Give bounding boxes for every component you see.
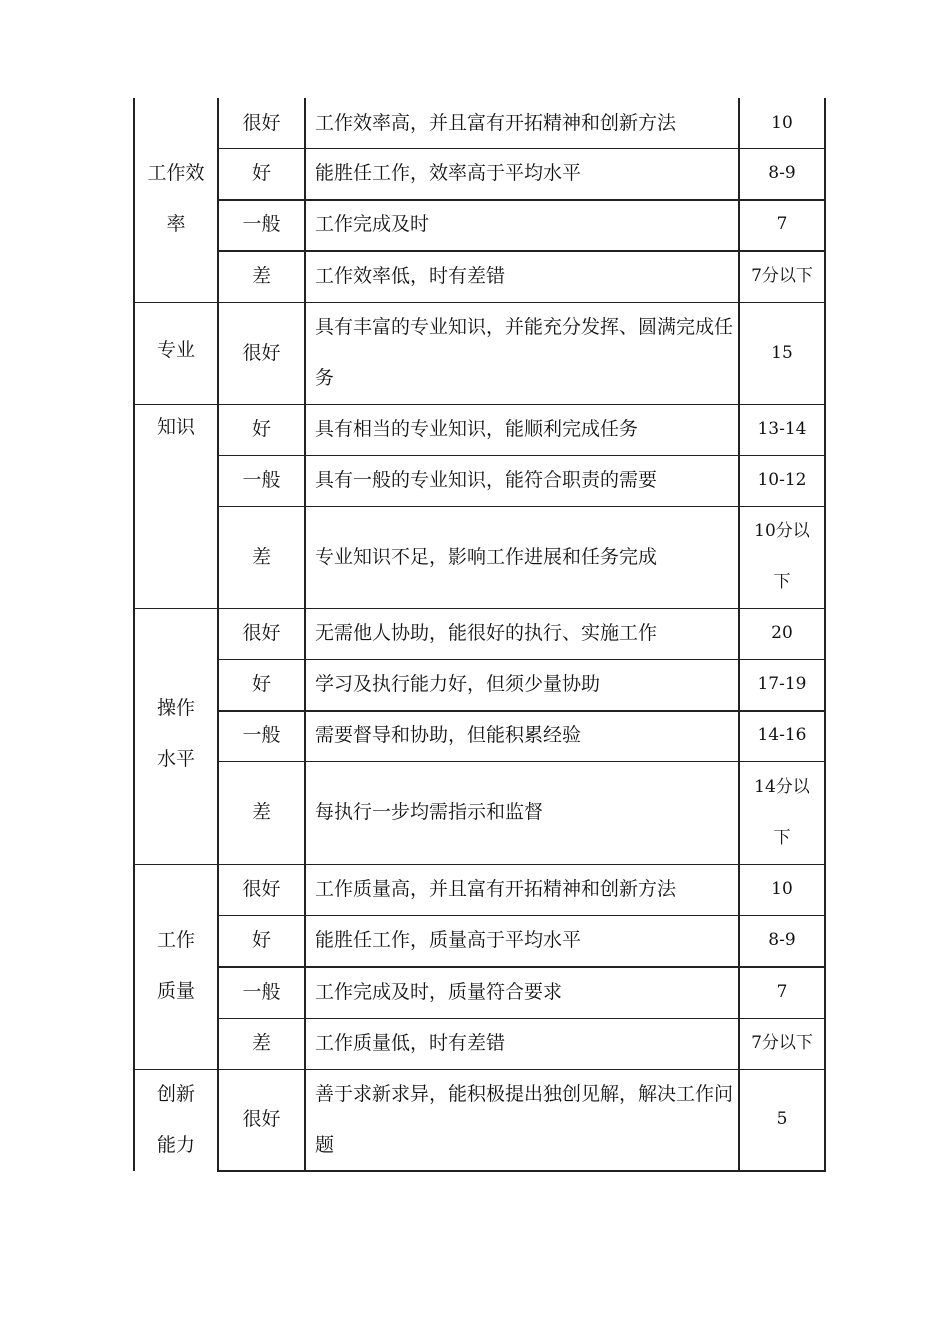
level-cell: 很好	[242, 341, 281, 364]
description-cell: 工作效率低，时有差错	[315, 264, 506, 287]
score-cell: 13-14	[757, 419, 807, 439]
score-cell: 14-16	[757, 725, 807, 745]
level-cell: 差	[251, 1032, 271, 1054]
score-cell: 5	[776, 1109, 788, 1129]
description-cell: 工作完成及时	[315, 213, 430, 235]
level-cell: 差	[251, 545, 271, 568]
level-cell: 一般	[242, 724, 281, 746]
table-border-right	[824, 98, 826, 1172]
description-cell: 能胜任工作，效率高于平均水平	[315, 162, 582, 184]
level-cell: 很好	[242, 622, 281, 644]
score-cell: 7	[776, 214, 788, 234]
level-cell: 好	[251, 418, 271, 440]
description-cell	[306, 1069, 738, 1170]
score-cell: 8-9	[768, 930, 796, 950]
description-cell: 具有一般的专业知识，能符合职责的需要	[315, 469, 658, 491]
category-label: 工作质量	[156, 929, 195, 1002]
score-cell	[740, 761, 824, 864]
description-cell: 需要督导和协助，但能积累经验	[315, 724, 582, 746]
description-text: 善于求新求异，能积极提出独创见解，解决工作问题	[315, 1082, 734, 1156]
score-cell: 7分以下	[751, 265, 813, 286]
category-cell	[135, 1069, 217, 1171]
category-cell	[135, 405, 217, 450]
score-cell: 7分以下	[751, 1033, 813, 1053]
category-cell	[135, 325, 217, 376]
category-cell	[135, 148, 217, 250]
description-cell: 工作质量高，并且富有开拓精神和创新方法	[315, 878, 677, 900]
level-cell: 差	[251, 801, 271, 823]
category-label: 工作效率	[147, 162, 205, 235]
level-cell: 一般	[242, 980, 281, 1003]
score-cell: 17-19	[757, 674, 807, 694]
description-cell: 每执行一步均需指示和监督	[315, 801, 544, 823]
category-label: 专业	[156, 339, 195, 361]
description-cell: 能胜任工作，质量高于平均水平	[315, 929, 582, 951]
level-cell: 一般	[242, 213, 281, 235]
score-cell: 10	[771, 879, 793, 899]
category-label: 知识	[156, 416, 195, 438]
category-label: 操作水平	[156, 697, 195, 770]
level-cell: 好	[251, 929, 271, 951]
score-cell: 10	[771, 112, 793, 133]
category-cell	[135, 683, 217, 785]
description-cell: 工作完成及时，质量符合要求	[315, 980, 563, 1003]
score-cell: 7	[776, 981, 788, 1002]
description-cell: 学习及执行能力好，但须少量协助	[315, 673, 601, 695]
score-cell: 10-12	[757, 470, 807, 490]
description-cell: 工作效率高，并且富有开拓精神和创新方法	[315, 111, 677, 134]
level-cell: 好	[251, 673, 271, 695]
description-cell: 具有相当的专业知识，能顺利完成任务	[315, 418, 639, 440]
level-cell: 很好	[242, 1108, 281, 1130]
level-cell: 一般	[242, 469, 281, 491]
score-text: 10分以下	[754, 521, 810, 592]
score-cell: 8-9	[768, 163, 796, 183]
description-text: 具有丰富的专业知识，并能充分发挥、圆满完成任务	[315, 316, 734, 389]
score-cell: 20	[771, 623, 793, 643]
score-cell	[740, 506, 824, 608]
category-cell	[135, 915, 217, 1017]
level-cell: 差	[251, 264, 271, 287]
level-cell: 很好	[242, 878, 281, 900]
score-text: 14分以下	[754, 776, 810, 848]
description-cell: 工作质量低，时有差错	[315, 1032, 506, 1054]
score-cell: 15	[771, 342, 793, 363]
level-cell: 好	[251, 162, 271, 184]
description-cell: 无需他人协助，能很好的执行、实施工作	[315, 622, 658, 644]
category-label: 创新能力	[156, 1083, 195, 1156]
description-cell	[306, 302, 738, 404]
description-cell: 专业知识不足，影响工作进展和任务完成	[315, 545, 658, 568]
level-cell: 很好	[242, 111, 281, 134]
